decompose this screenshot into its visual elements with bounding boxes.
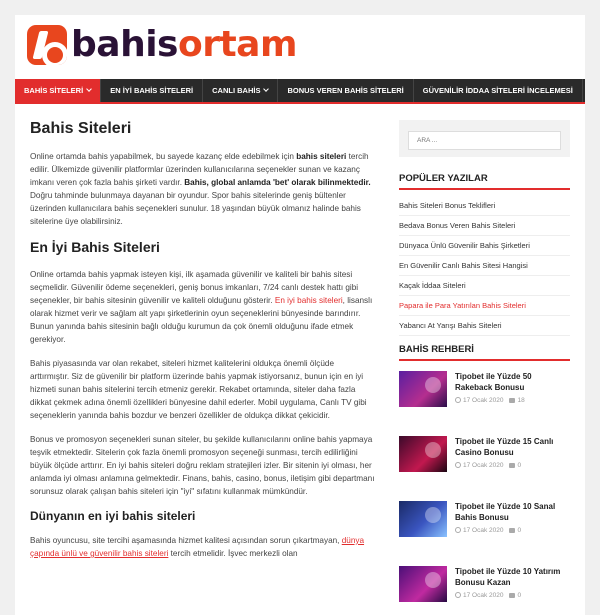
thumbnail-graphic — [425, 507, 441, 523]
main-nav — [15, 79, 585, 104]
article — [30, 120, 375, 571]
post-thumbnail[interactable] — [399, 501, 447, 537]
popular-post-link[interactable]: Yabancı At Yarışı Bahis Siteleri — [399, 316, 570, 336]
popular-posts-title: POPÜLER YAZILAR — [399, 173, 570, 190]
guide-post-meta — [455, 397, 570, 404]
guide-post-title[interactable]: Tipobet ile Yüzde 15 Canlı Casino Bonusu — [455, 437, 554, 457]
nav-item-label: BAHİS SİTELERİ — [24, 86, 84, 95]
thumbnail-graphic — [425, 572, 441, 588]
nav-item[interactable] — [101, 79, 203, 102]
search-input[interactable] — [408, 131, 561, 150]
post-date: 17 Ocak 2020 — [463, 592, 504, 599]
guide-post-title[interactable]: Tipobet ile Yüzde 10 Sanal Bahis Bonusu — [455, 502, 556, 522]
thumbnail-graphic — [425, 442, 441, 458]
page — [15, 15, 585, 615]
comment-count[interactable]: 0 — [517, 462, 522, 469]
post-thumbnail[interactable] — [399, 566, 447, 602]
nav-item[interactable] — [278, 79, 413, 102]
sidebar — [399, 120, 570, 615]
comment-icon — [509, 528, 515, 533]
popular-post-link[interactable]: Kaçak İddaa Siteleri — [399, 276, 570, 296]
comment-icon — [509, 593, 515, 598]
post-date: 17 Ocak 2020 — [463, 462, 504, 469]
guide-post-body — [455, 566, 570, 615]
logo-text — [71, 25, 297, 65]
popular-post-link[interactable]: Bedava Bonus Veren Bahis Siteleri — [399, 216, 570, 236]
nav-item[interactable] — [15, 79, 101, 102]
comment-icon — [509, 398, 515, 403]
comment-icon — [509, 463, 515, 468]
popular-post-link[interactable]: Dünyaca Ünlü Güvenilir Bahis Şirketleri — [399, 236, 570, 256]
popular-post-link[interactable]: Bahis Siteleri Bonus Teklifleri — [399, 196, 570, 216]
dunya-bahis-link[interactable]: dünya çapında ünlü ve güvenilir bahis siteleri — [30, 536, 365, 558]
section-heading: En İyi Bahis Siteleri — [30, 239, 160, 255]
guide-post-item[interactable] — [399, 501, 570, 556]
en-iyi-bahis-link[interactable]: En iyi bahis siteleri — [274, 296, 343, 305]
site-header — [15, 15, 585, 79]
bahis-rehberi-title: BAHİS REHBERİ — [399, 344, 570, 361]
logo-text-part1: bahis — [71, 24, 178, 65]
clock-icon — [455, 462, 461, 468]
nav-item-label: CANLI BAHİS — [212, 86, 261, 95]
post-thumbnail[interactable] — [399, 436, 447, 472]
page-title: Bahis Siteleri — [30, 120, 132, 137]
article-paragraph: Bahis piyasasında var olan rekabet, siteleri hizmet kalitelerini oldukça önemli ölçüde arttırmıştır. Siz de güvenilir bir platform üzerinde bahis yapmak istiyorsanız, bunun için en iyi hizmeti sunan bahis sitelerini tercih etmeniz gerekir. Rekabet ortamında, siteler daha fazla dikkat çekmek adına önemli özellikleri bünyesine dahil ederler. Mobil uygulama, Canlı TV gibi seçeneklerin yanında bahis bozdur ve benzeri özellikler de oldukça dikkat çekicidir. — [30, 359, 367, 420]
guide-post-body — [455, 436, 570, 491]
bahis-rehberi-list — [399, 371, 570, 615]
comment-count[interactable]: 0 — [517, 527, 522, 534]
article-paragraph: Bahis oyuncusu, site tercihi aşamasında hizmet kalitesi açısından sorun çıkartmayan, dünya çapında ünlü ve güvenilir bahis siteleri tercih etmelidir. İşvec merkezli olan — [30, 536, 365, 558]
article-paragraph: Bonus ve promosyon seçenekleri sunan siteler, bu şekilde kullanıcılarını online bahis yapmaya teşvik etmektedir. Sitelerin çok fazla önemli promosyon seçeneği sunması, tercih edilirliğini büyük ölçüde arttırır. En iyi bahis siteleri doğru reklam stratejileri izler. Bir sitenin iyi olması, her anlamda iyi olması anlamına gelmektedir. Finans, bahis, casino, bonus, iletişim gibi departmanı sorunsuz olarak çalışan bahis siteleri için "iyi" sıfatını kullanmak mümkündür. — [30, 435, 375, 496]
guide-post-meta — [455, 462, 570, 469]
guide-post-title[interactable]: Tipobet ile Yüzde 50 Rakeback Bonusu — [455, 372, 532, 392]
nav-item-label: EN İYİ BAHİS SİTELERİ — [110, 86, 194, 95]
article-paragraph: Online ortamda bahis yapabilmek, bu sayede kazanç elde edebilmek için bahis siteleri tercih edilir. Ülkemizde güvenilir platformlar üzerinden kullanıcılarına seçenekler sunan ve kazanç imkanı veren çok fazla bahis şirketi vardır. Bahis, global anlamda 'bet' olarak bilinmektedir. Doğru tahminde bulunmaya dayanan bir oyundur. Spor bahis sitelerinde geniş bültenler üzerinden kullanıcılara bahis seçenekleri sunulur. 18 yaşından büyük olmanız halinde bahis sitelerine üye olabilirsiniz. — [30, 152, 371, 226]
post-date: 17 Ocak 2020 — [463, 397, 504, 404]
comment-count[interactable]: 18 — [517, 397, 525, 404]
guide-post-meta — [455, 527, 570, 534]
nav-item[interactable] — [203, 79, 278, 102]
nav-item-label: BONUS VEREN BAHİS SİTELERİ — [287, 86, 404, 95]
guide-post-meta — [455, 592, 570, 599]
popular-post-link[interactable]: En Güvenilir Canlı Bahis Sitesi Hangisi — [399, 256, 570, 276]
guide-post-body — [455, 371, 570, 426]
article-paragraph: Online ortamda bahis yapmak isteyen kişi, ilk aşamada güvenilir ve kaliteli bir bahis sitesi seçmelidir. Güvenilir ödeme seçenekleri, geniş bonus imkanları, 7/24 canlı destek hattı gibi seçenekler, bir bahis sitesinin güvenilir ve kaliteli olduğunu gösterir. En iyi bahis siteleri, lisanslı olarak hizmet verir ve sağlam alt yapı şirketlerinin oyun seçeneklerini bünyesinde barındırır. Bunun yanında bahis sitesinin bağlı olduğu kurumun da çok önemli olduğunu ifade etmek gerekiyor. — [30, 270, 373, 344]
guide-post-item[interactable] — [399, 436, 570, 491]
guide-post-body — [455, 501, 570, 556]
chevron-down-icon — [264, 86, 270, 92]
nav-item[interactable] — [414, 79, 583, 102]
post-date: 17 Ocak 2020 — [463, 527, 504, 534]
clock-icon — [455, 397, 461, 403]
comment-count[interactable]: 0 — [517, 592, 522, 599]
chevron-down-icon — [86, 86, 92, 92]
clock-icon — [455, 592, 461, 598]
thumbnail-graphic — [425, 377, 441, 393]
post-thumbnail[interactable] — [399, 371, 447, 407]
clock-icon — [455, 527, 461, 533]
popular-post-link[interactable]: Papara ile Para Yatırılan Bahis Siteleri — [399, 296, 570, 316]
logo-mark-icon — [27, 25, 67, 65]
popular-posts-list — [399, 196, 570, 336]
guide-post-title[interactable]: Tipobet ile Yüzde 10 Yatırım Bonusu Kazan — [455, 567, 561, 587]
logo-text-part2: ortam — [177, 24, 297, 65]
guide-post-item[interactable] — [399, 566, 570, 615]
nav-item-label: GÜVENİLİR İDDAA SİTELERİ İNCELEMESİ — [422, 86, 573, 95]
guide-post-item[interactable] — [399, 371, 570, 426]
site-logo[interactable] — [27, 25, 297, 65]
subsection-heading: Dünyanın en iyi bahis siteleri — [30, 509, 196, 523]
search-widget — [399, 120, 570, 157]
